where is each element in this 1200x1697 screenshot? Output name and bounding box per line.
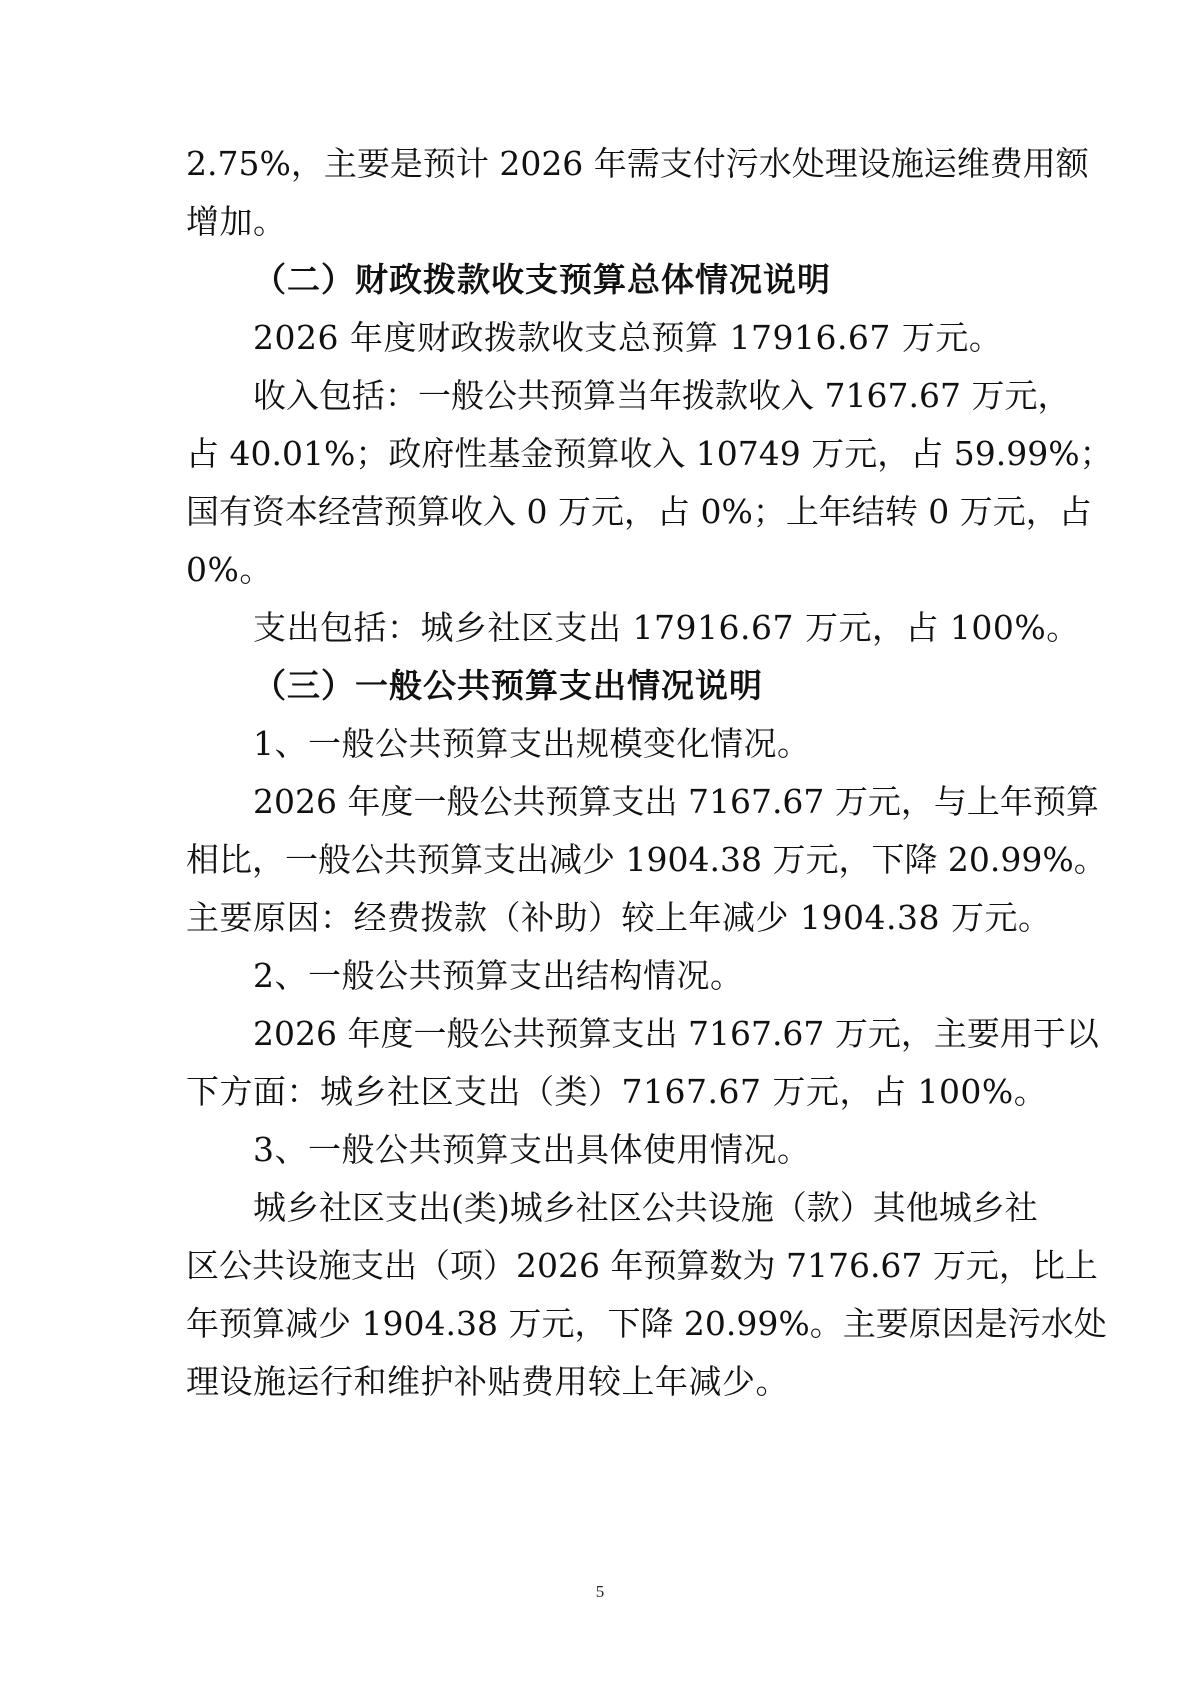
page-number: 5 bbox=[595, 1582, 605, 1601]
paragraph-line: 2026 年度财政拨款收支总预算 17916.67 万元。 bbox=[253, 318, 1003, 357]
paragraph-line: 收入包括：一般公共预算当年拨款收入 7167.67 万元， bbox=[253, 376, 1071, 415]
paragraph-line: 2026 年度一般公共预算支出 7167.67 万元，与上年预算 bbox=[253, 782, 1099, 821]
subsection-title: 1、一般公共预算支出规模变化情况。 bbox=[253, 724, 811, 763]
paragraph-line: 支出包括：城乡社区支出 17916.67 万元，占 100%。 bbox=[253, 608, 1080, 647]
paragraph-line: 下方面：城乡社区支出（类）7167.67 万元，占 100%。 bbox=[186, 1072, 1048, 1111]
subsection-title: 3、一般公共预算支出具体使用情况。 bbox=[253, 1130, 811, 1169]
paragraph-line: 城乡社区支出(类)城乡社区公共设施（款）其他城乡社 bbox=[253, 1188, 1038, 1227]
subsection-title: 2、一般公共预算支出结构情况。 bbox=[253, 956, 744, 995]
paragraph-line: 2026 年度一般公共预算支出 7167.67 万元，主要用于以 bbox=[253, 1014, 1099, 1053]
section-heading: （二）财政拨款收支预算总体情况说明 bbox=[253, 260, 831, 299]
paragraph-line: 国有资本经营预算收入 0 万元，占 0%；上年结转 0 万元，占 bbox=[186, 492, 1092, 531]
paragraph-line: 区公共设施支出（项）2026 年预算数为 7176.67 万元，比上 bbox=[186, 1246, 1098, 1285]
paragraph-line: 相比，一般公共预算支出减少 1904.38 万元，下降 20.99%。 bbox=[186, 840, 1107, 879]
paragraph-line: 理设施运行和维护补贴费用较上年减少。 bbox=[186, 1362, 789, 1401]
paragraph-line: 占 40.01%；政府性基金预算收入 10749 万元，占 59.99%； bbox=[186, 434, 1113, 473]
paragraph-line: 2.75%，主要是预计 2026 年需支付污水处理设施运维费用额 bbox=[186, 144, 1089, 183]
paragraph-line: 0%。 bbox=[186, 550, 273, 589]
paragraph-line: 主要原因：经费拨款（补助）较上年减少 1904.38 万元。 bbox=[186, 898, 1052, 937]
paragraph-line: 年预算减少 1904.38 万元，下降 20.99%。主要原因是污水处 bbox=[186, 1304, 1107, 1343]
section-heading: （三）一般公共预算支出情况说明 bbox=[253, 666, 763, 705]
paragraph-line: 增加。 bbox=[186, 202, 287, 241]
